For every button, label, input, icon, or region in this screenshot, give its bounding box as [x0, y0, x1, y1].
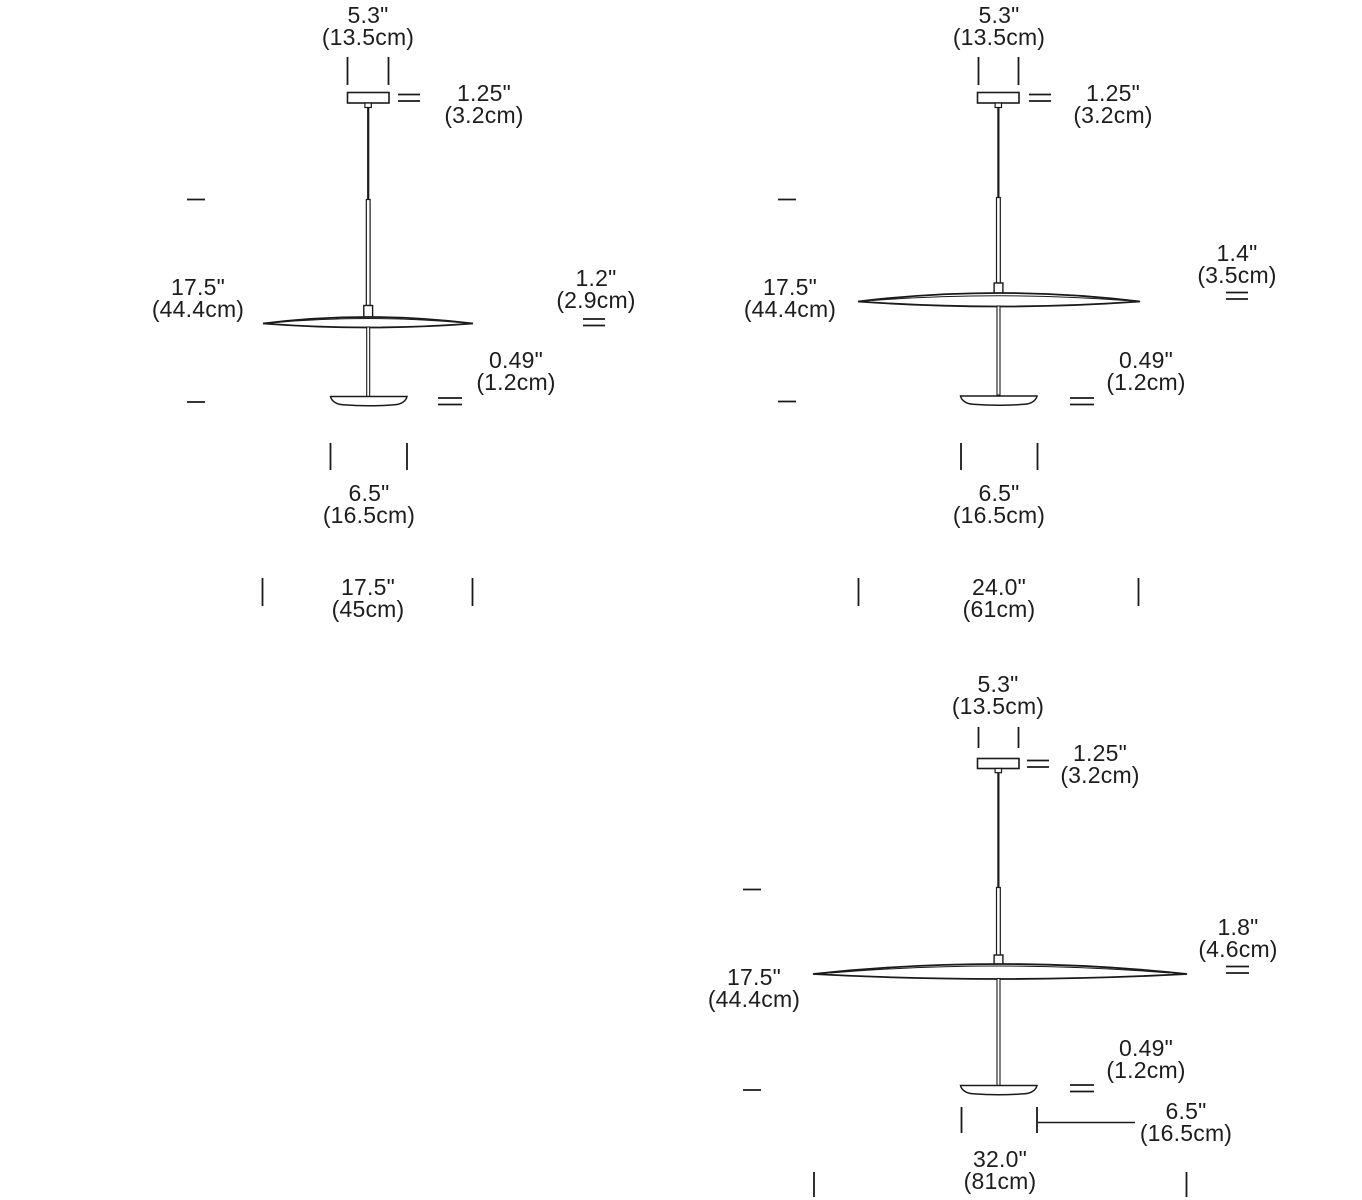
p24-base-width-label: [953, 482, 1045, 526]
p32-shade-width-label: [964, 1148, 1037, 1192]
p24-shade-width-label: [963, 576, 1036, 620]
dim-value-in: 0.49": [1119, 347, 1173, 373]
stem-upper: [997, 198, 1001, 284]
dim-value-cm: (44.4cm): [707, 986, 801, 1012]
p32-fixture-height-label: [708, 966, 800, 1010]
dim-value-in: 5.3": [977, 671, 1019, 697]
p17-fixture-height-label: [152, 276, 244, 320]
dim-value-cm: (3.5cm): [1197, 262, 1277, 288]
base-disc: [961, 396, 1038, 405]
dim-value-in: 1.25": [1086, 80, 1140, 106]
p17-canopy-width-label: [322, 4, 414, 48]
p17-shade-thickness-label: [556, 267, 635, 311]
dim-value-in: 17.5": [763, 274, 817, 300]
dim-value-in: 6.5": [348, 480, 390, 506]
canopy: [978, 93, 1020, 104]
p24-canopy-width-label: [953, 4, 1045, 48]
dim-value-in: 1.2": [575, 265, 617, 291]
canopy: [978, 759, 1020, 769]
dim-value-cm: (61cm): [962, 596, 1036, 622]
dim-value-in: 1.4": [1216, 240, 1258, 266]
dim-value-cm: (1.2cm): [1106, 369, 1186, 395]
p24-canopy-thickness-label: [1073, 82, 1152, 126]
dim-value-cm: (13.5cm): [951, 693, 1045, 719]
dim-value-in: 17.5": [727, 964, 781, 990]
p32-base-thickness-label: [1106, 1037, 1185, 1081]
dim-value-cm: (3.2cm): [1073, 102, 1153, 128]
p24-base-thickness-label: [1106, 349, 1185, 393]
dim-value-in: 17.5": [341, 574, 395, 600]
dim-value-in: 6.5": [1165, 1098, 1207, 1124]
dim-value-cm: (1.2cm): [1106, 1057, 1186, 1083]
dim-value-cm: (16.5cm): [322, 502, 416, 528]
stem-lower: [997, 979, 1000, 1086]
stem-lower: [997, 306, 1000, 395]
p17-canopy-thickness-label: [444, 82, 523, 126]
p32-canopy-width-label: [952, 673, 1044, 717]
dim-value-in: 17.5": [171, 274, 225, 300]
dim-value-cm: (44.4cm): [743, 296, 837, 322]
p17-shade-width-label: [332, 576, 405, 620]
dim-value-cm: (13.5cm): [321, 24, 415, 50]
p32-base-width-label: [1140, 1100, 1232, 1144]
dim-value-cm: (45cm): [331, 596, 405, 622]
base-disc: [331, 397, 408, 406]
dim-value-in: 0.49": [1119, 1035, 1173, 1061]
dim-value-cm: (81cm): [963, 1168, 1037, 1194]
canopy-nub: [365, 103, 371, 108]
canopy-nub: [995, 103, 1001, 108]
dim-value-in: 5.3": [347, 2, 389, 28]
dim-value-in: 1.25": [457, 80, 511, 106]
stem-upper: [366, 200, 370, 306]
dim-value-cm: (16.5cm): [952, 502, 1046, 528]
stem-lower: [367, 327, 370, 397]
stem-upper: [997, 888, 1001, 956]
dim-value-in: 24.0": [972, 574, 1026, 600]
dim-value-in: 0.49": [489, 347, 543, 373]
p32-shade-thickness-label: [1198, 916, 1277, 960]
dim-value-cm: (1.2cm): [476, 369, 556, 395]
dim-value-in: 32.0": [973, 1146, 1027, 1172]
base-disc: [961, 1086, 1038, 1095]
dim-value-in: 5.3": [978, 2, 1020, 28]
shade: [858, 293, 1140, 307]
p17-base-thickness-label: [476, 349, 555, 393]
canopy: [348, 93, 390, 104]
canopy-nub: [995, 769, 1001, 773]
dim-value-cm: (2.9cm): [556, 287, 636, 313]
dim-value-in: 6.5": [978, 480, 1020, 506]
dim-value-cm: (44.4cm): [151, 296, 245, 322]
dim-value-in: 1.8": [1217, 914, 1259, 940]
p17-base-width-label: [323, 482, 415, 526]
dim-value-cm: (4.6cm): [1198, 936, 1278, 962]
dim-value-in: 1.25": [1073, 740, 1127, 766]
dim-value-cm: (3.2cm): [444, 102, 524, 128]
dim-value-cm: (13.5cm): [952, 24, 1046, 50]
collar: [364, 306, 373, 318]
dim-value-cm: (16.5cm): [1139, 1120, 1233, 1146]
p24-shade-thickness-label: [1197, 242, 1276, 286]
p32-canopy-thickness-label: [1060, 742, 1139, 786]
p24-fixture-height-label: [744, 276, 836, 320]
dim-value-cm: (3.2cm): [1060, 762, 1140, 788]
